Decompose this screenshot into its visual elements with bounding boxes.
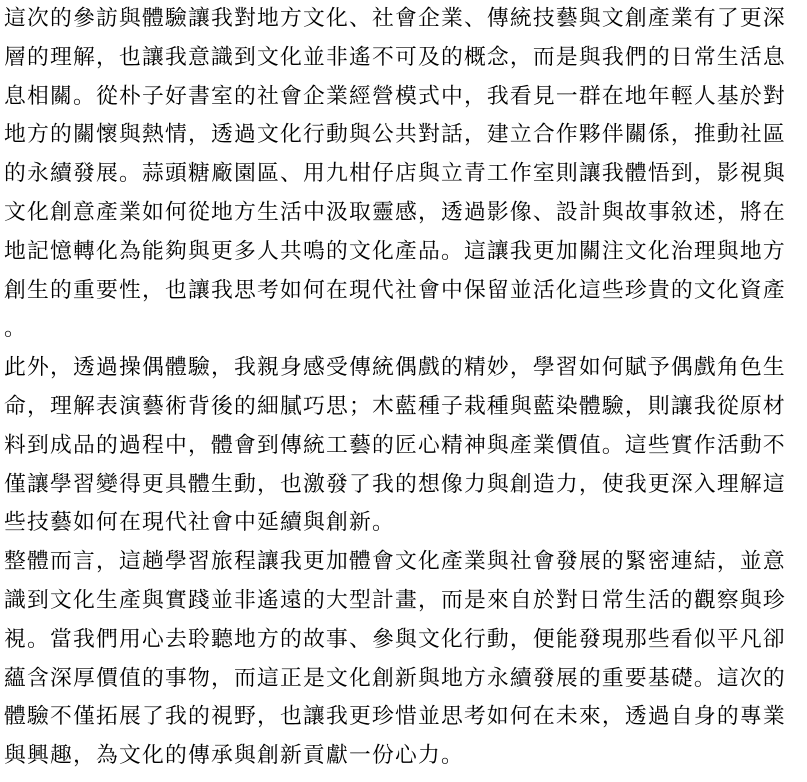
paragraph-reflection-intro: 這次的參訪與體驗讓我對地方文化、社會企業、傳統技藝與文創產業有了更深層的理解，也讓我意識到文化並非遙不可及的概念，而是與我們的日常生活息息相關。從朴子好書室的社會企業經營模式中，我看見一群在地年輕人基於對地方的關懷與熱情，透過文化行動與公共對話，建立合作夥伴關係，推動社區的永續發展。蒜頭糖廠園區、用九柑仔店與立青工作室則讓我體悟到，影視與文化創意產業如何從地方生活中汲取靈感，透過影像、設計與故事敘述，將在地記憶轉化為能夠與更多人共鳴的文化產品。這讓我更加關注文化治理與地方創生的重要性，也讓我思考如何在現代社會中保留並活化這些珍貴的文化資產。 [4, 6, 786, 342]
paragraph-hands-on-experience: 此外，透過操偶體驗，我親身感受傳統偶戲的精妙，學習如何賦予偶戲角色生命，理解表演藝術背後的細膩巧思；木藍種子栽種與藍染體驗，則讓我從原材料到成品的過程中，體會到傳統工藝的匠心精神與產業價值。這些實作活動不僅讓學習變得更具體生動，也激發了我的想像力與創造力，使我更深入理解這些技藝如何在現代社會中延續與創新。 [4, 355, 786, 536]
paragraph-conclusion: 整體而言，這趟學習旅程讓我更加體會文化產業與社會發展的緊密連結，並意識到文化生產與實踐並非遙遠的大型計畫，而是來自於對日常生活的觀察與珍視。當我們用心去聆聽地方的故事、參與文化行動，便能發現那些看似平凡卻蘊含深厚價值的事物，而這正是文化創新與地方永續發展的重要基礎。這次的體驗不僅拓展了我的視野，也讓我更珍惜並思考如何在未來，透過自身的專業與興趣，為文化的傳承與創新貢獻一份心力。 [4, 549, 786, 769]
